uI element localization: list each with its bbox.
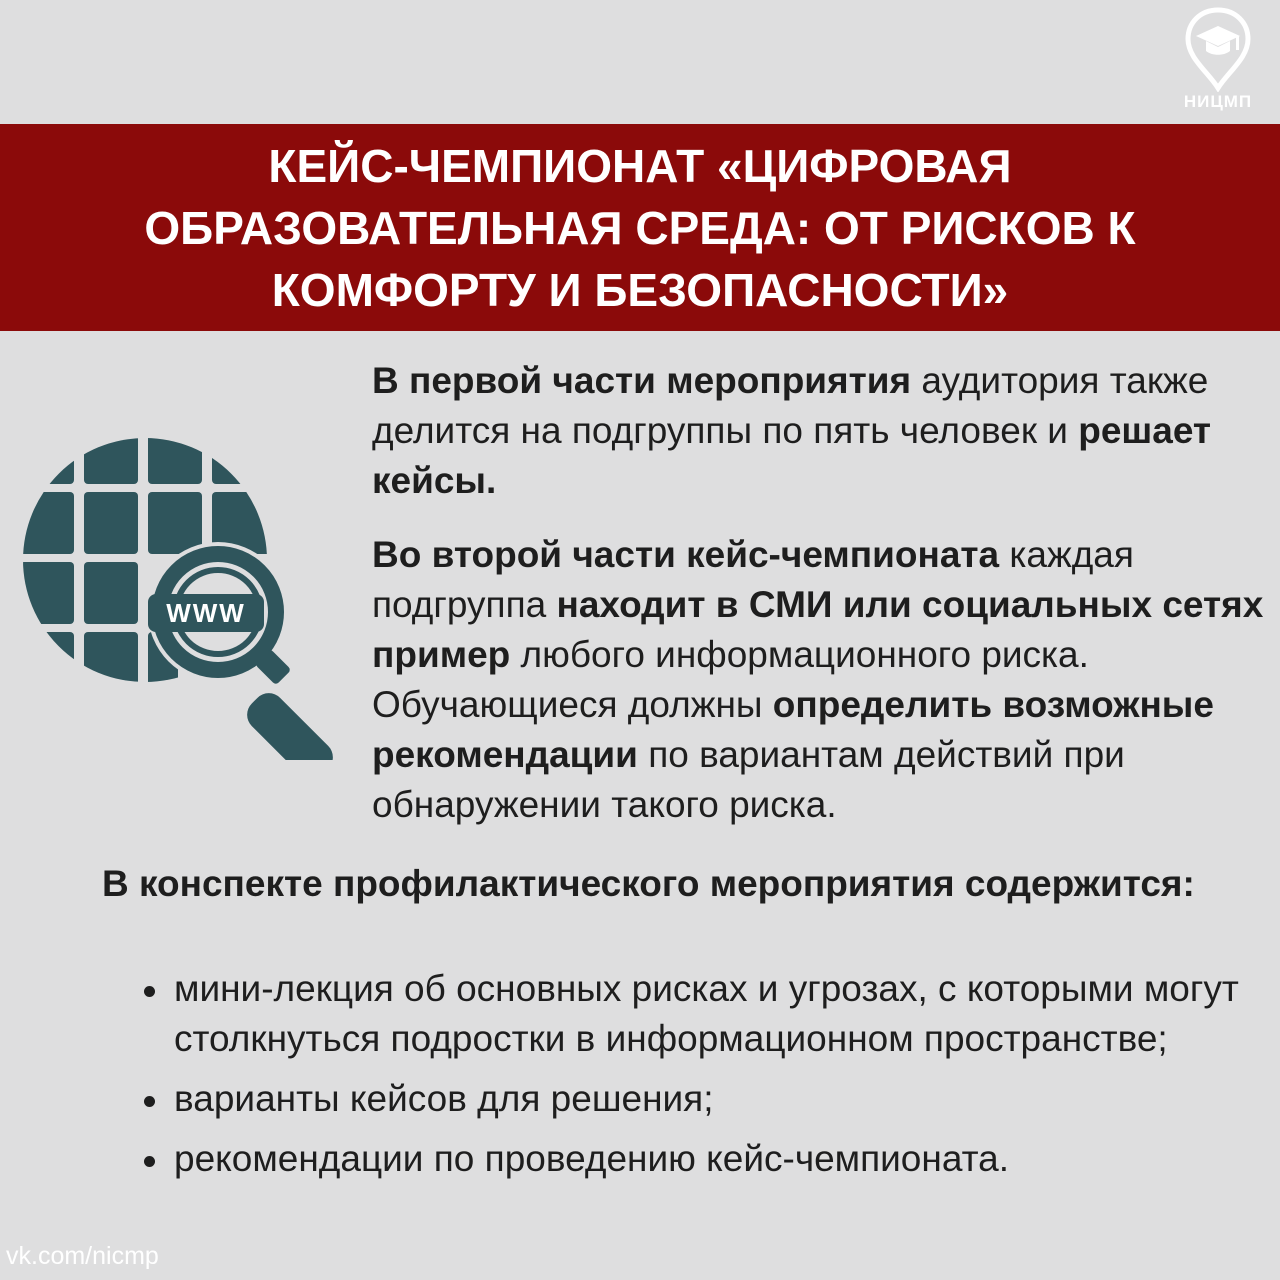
paragraph-second-part <box>372 530 1272 830</box>
graduation-cap-pin-icon <box>1184 6 1252 92</box>
bullet-list <box>140 964 1260 1194</box>
description-block <box>372 356 1272 830</box>
text: аудитория также делится на подгруппы по пять человек и <box>372 360 1209 451</box>
bold-text: решает кейсы. <box>372 410 1212 501</box>
www-label: WWW <box>166 598 246 628</box>
bold-text: определить возможные рекомендации <box>372 684 1214 775</box>
logo-text: НИЦМП <box>1183 92 1253 111</box>
text: любого информационного риска. Обучающиеся должны <box>372 634 1089 725</box>
title-banner <box>0 124 1280 331</box>
bold-text: В первой части мероприятия <box>372 360 912 401</box>
bold-text: Во второй части кейс-чемпионата <box>372 534 1000 575</box>
footer-link: vk.com/nicmp <box>6 1242 159 1270</box>
text: каждая подгруппа <box>372 534 1134 625</box>
list-item: рекомендации по проведению кейс-чемпионата. <box>140 1134 1260 1184</box>
bold-text: находит в СМИ или социальных сетях пример <box>372 584 1264 675</box>
globe-search-icon <box>20 430 340 760</box>
text: по вариантам действий при обнаружении такого риска. <box>372 734 1125 825</box>
globe-search-illustration <box>20 430 340 760</box>
list-item: мини-лекция об основных рисках и угрозах, с которыми могут столкнуться подростки в информационном пространстве; <box>140 964 1260 1064</box>
logo <box>1168 6 1268 112</box>
paragraph-first-part <box>372 356 1272 506</box>
page-title: КЕЙС-ЧЕМПИОНАТ «ЦИФРОВАЯ ОБРАЗОВАТЕЛЬНАЯ СРЕДА: ОТ РИСКОВ К КОМФОРТУ И БЕЗОПАСНОСТИ» <box>144 139 1136 316</box>
section-heading: В конспекте профилактического мероприятия содержится: <box>102 863 1195 904</box>
list-item: варианты кейсов для решения; <box>140 1074 1260 1124</box>
